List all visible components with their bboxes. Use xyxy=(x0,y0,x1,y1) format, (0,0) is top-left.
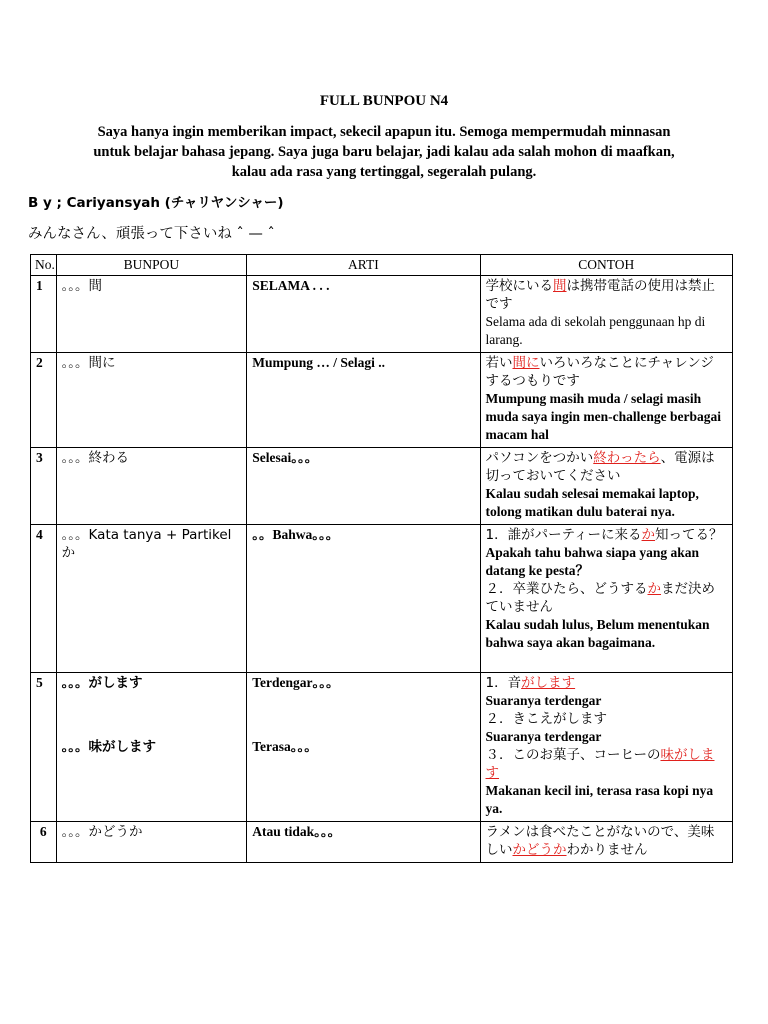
row-arti: Atau tidak。。。 xyxy=(247,822,480,863)
example-text: 知ってる？ xyxy=(655,527,723,543)
grammar-highlight: 味がします xyxy=(485,747,715,781)
page-title: FULL BUNPOU N4 xyxy=(319,93,449,109)
row-bunpou xyxy=(56,673,247,822)
row-contoh xyxy=(480,276,732,353)
grammar-highlight: か xyxy=(641,527,656,543)
row-bunpou: 。。。間に xyxy=(56,353,247,448)
table-row xyxy=(31,276,733,353)
row-bunpou: 。。。かどうか xyxy=(56,822,247,863)
row-contoh xyxy=(480,525,732,673)
example-sentence xyxy=(486,674,727,692)
row-contoh xyxy=(480,448,732,525)
bunpou-table xyxy=(30,254,733,863)
translation: Suaranya terdengar xyxy=(485,693,602,708)
bunpou-item: 。。。がします xyxy=(61,675,143,691)
header-arti: ARTI xyxy=(247,255,480,276)
row-bunpou: 。。。Kata tanya + Partikel か xyxy=(56,525,247,673)
example-text: まだ決めていません xyxy=(485,581,716,615)
header-contoh: CONTOH xyxy=(480,255,732,276)
example-text: 、電源は切っておいてください xyxy=(485,450,715,484)
example-sentence xyxy=(486,354,727,390)
example-sentence xyxy=(486,449,727,485)
example-text: 若い xyxy=(485,355,513,371)
grammar-highlight: 間に xyxy=(512,355,540,371)
row-no: 3 xyxy=(31,448,57,525)
row-arti: Mumpung … / Selagi .. xyxy=(247,353,480,448)
example-text: いろいろなことにチャレンジするつもりです xyxy=(485,355,714,389)
row-arti xyxy=(247,673,480,822)
grammar-highlight: 間 xyxy=(553,278,567,294)
example-text: は携帯電話の使用は禁止です xyxy=(485,278,716,312)
translation: Kalau sudah selesai memakai laptop, tolong matikan dulu baterai nya. xyxy=(485,486,699,519)
example-sentence xyxy=(486,277,727,313)
example-text: ３．このお菓子、コーヒーの xyxy=(485,747,661,763)
row-arti: 。。Bahwa。。。 xyxy=(247,525,480,673)
row-no: 5 xyxy=(31,673,57,822)
example-text: ２．卒業ひたら、どうする xyxy=(485,581,648,597)
row-contoh xyxy=(480,673,732,822)
table-row xyxy=(31,353,733,448)
byline-text: B y ; Cariyansyah (チャリヤンシャー) xyxy=(28,195,284,211)
example-sentence: ２．きこえがします xyxy=(485,711,608,727)
row-no: 2 xyxy=(31,353,57,448)
example-text: ラメンは食べたことがないので、美味しい xyxy=(485,824,715,858)
translation: Selama ada di sekolah penggunaan hp di larang. xyxy=(485,314,706,347)
intro-paragraph: Saya hanya ingin memberikan impact, sekecil apapun itu. Semoga mempermudah minnasan untuk belajar bahasa jepang. Saya juga baru belajar, jadi kalau ada salah mohon di maafkan, kalau ada rasa yang tertinggal, segeralah pulang. xyxy=(93,124,675,180)
row-no: 1 xyxy=(31,276,57,353)
example-sentence xyxy=(486,580,727,616)
example-text: 学校にいる xyxy=(485,278,554,294)
example-sentence xyxy=(486,746,727,782)
arti-item: Terasa。。。 xyxy=(252,739,318,754)
row-no: 4 xyxy=(31,525,57,673)
row-bunpou: 。。。間 xyxy=(56,276,247,353)
arti-item: Terdengar。。。 xyxy=(252,675,340,690)
row-no: 6 xyxy=(31,822,57,863)
example-text: わかりません xyxy=(566,842,648,858)
table-header-row xyxy=(31,255,733,276)
byline xyxy=(28,191,284,212)
row-contoh xyxy=(480,822,732,863)
table-row xyxy=(31,673,733,822)
translation: Apakah tahu bahwa siapa yang akan datang ke pesta？ xyxy=(485,545,699,578)
header-bunpou: BUNPOU xyxy=(56,255,247,276)
row-bunpou: 。。。終わる xyxy=(56,448,247,525)
row-arti: SELAMA . . . xyxy=(247,276,480,353)
translation: Kalau sudah lulus, Belum menentukan bahwa saya akan bagaimana. xyxy=(485,617,710,650)
example-text: 1．誰がパーティーに来る xyxy=(485,527,642,543)
row-arti: Selesai。。。 xyxy=(247,448,480,525)
grammar-highlight: 終わったら xyxy=(593,450,661,466)
table-row xyxy=(31,822,733,863)
grammar-highlight: かどうか xyxy=(512,842,567,858)
grammar-highlight: か xyxy=(647,581,662,597)
translation: Makanan kecil ini, terasa rasa kopi nya ya. xyxy=(485,783,714,816)
greeting: みんなさん、頑張って下さいね ˆ — ˆ xyxy=(28,226,275,242)
table-row xyxy=(31,448,733,525)
example-text: パソコンをつかい xyxy=(485,450,594,466)
table-row xyxy=(31,525,733,673)
row-contoh xyxy=(480,353,732,448)
example-sentence xyxy=(486,823,727,859)
example-sentence xyxy=(486,526,727,544)
translation: Mumpung masih muda / selagi masih muda saya ingin men-challenge berbagai macam hal xyxy=(485,391,722,442)
example-text: 1．音 xyxy=(485,675,522,691)
translation: Suaranya terdengar xyxy=(485,729,602,744)
bunpou-item: 。。。味がします xyxy=(61,739,157,755)
grammar-highlight: がします xyxy=(521,675,576,691)
header-no: No. xyxy=(31,255,57,276)
